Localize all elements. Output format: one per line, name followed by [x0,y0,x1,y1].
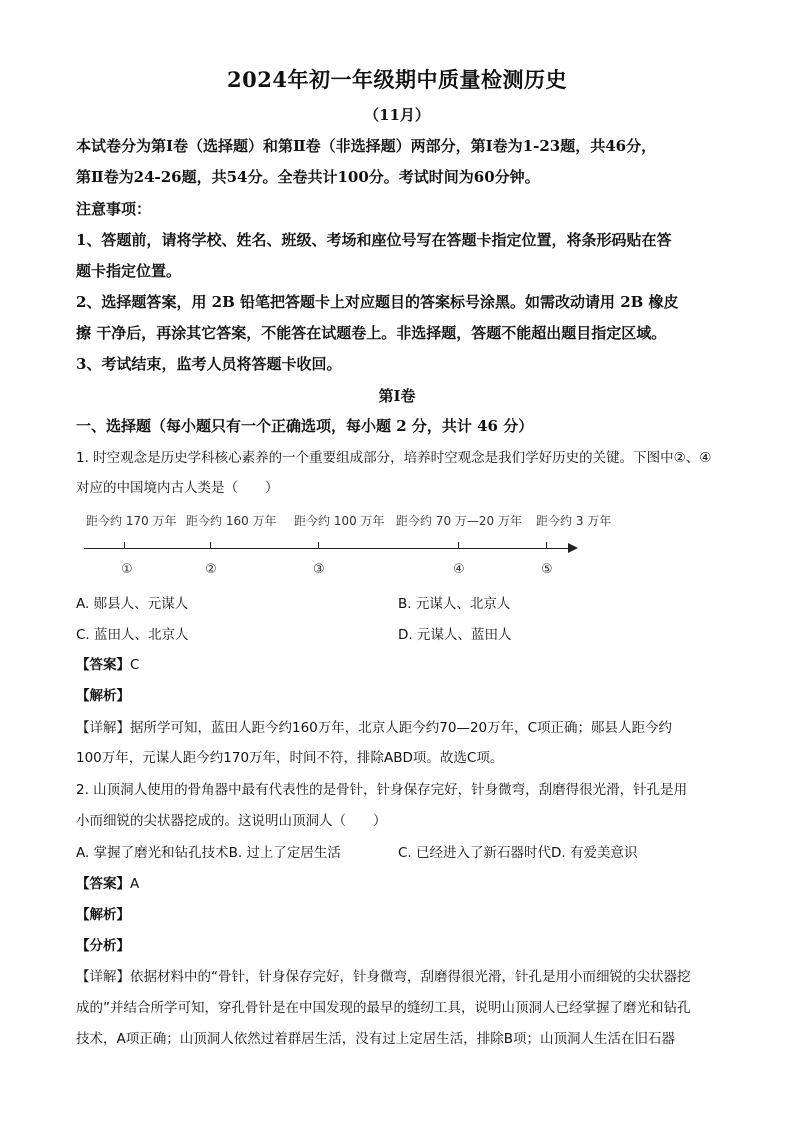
timeline-marker-4: ④ [453,562,465,577]
q1-detail-line-1: 【详解】据所学可知，蓝田人距今约160万年，北京人距今约70—20万年，C项正确；郧县人距今约 [76,720,673,736]
page-title: 2024年初一年级期中质量检测历史 [227,67,567,92]
timeline-marker-2: ② [205,562,217,577]
q1-option-b: B. 元谋人、北京人 [398,596,511,612]
timeline-label-1: 距今约 170 万年 [86,514,177,528]
q2-answer-tag: 【答案】 [76,876,130,892]
q1-answer-value: C [130,657,140,673]
notice-2-line-1: 2、选择题答案，用 2B 铅笔把答题卡上对应题目的答案标号涂黑。如需改动请用 2B 橡皮 [76,293,679,311]
q1-option-a: A. 郧县人、元谋人 [76,596,189,612]
q2-answer-value: A [130,876,140,892]
q2-analysis-tag: 【解析】 [76,907,130,923]
q1-option-c: C. 蓝田人、北京人 [76,627,189,643]
q2-detail-line-2: 成的”并结合所学可知，穿孔骨针是在中国发现的最早的缝纫工具，说明山顶洞人已经掌握了磨光和钻孔 [76,1000,691,1016]
timeline-label-3: 距今约 100 万年 [294,514,385,528]
section-heading: 一、选择题（每小题只有一个正确选项，每小题 2 分，共计 46 分） [76,417,534,435]
q2-summary-tag: 【分析】 [76,938,130,954]
notice-2-line-2: 擦 干净后，再涂其它答案，不能答在试题卷上。非选择题，答题不能超出题目指定区域。 [76,324,667,342]
q2-stem-line-2: 小而细锐的尖状器挖成的。这说明山顶洞人（ ） [76,813,387,829]
timeline-tick-3 [318,542,319,548]
q2-stem-line-1: 2. 山顶洞人使用的骨角器中最有代表性的是骨针，针身保存完好，针身微弯，刮磨得很光滑，针孔是用 [76,782,688,798]
timeline-tick-5 [546,542,547,548]
timeline-label-5: 距今约 3 万年 [536,514,612,528]
notice-1-line-1: 1、答题前，请将学校、姓名、班级、考场和座位号写在答题卡指定位置，将条形码贴在答 [76,231,672,249]
q2-options-cd: C. 已经进入了新石器时代D. 有爱美意识 [398,845,638,861]
q2-options-ab: A. 掌握了磨光和钻孔技术B. 过上了定居生活 [76,845,341,861]
timeline-tick-2 [210,542,211,548]
timeline-arrow-icon [568,543,578,553]
q2-detail-line-3: 技术，A项正确；山顶洞人依然过着群居生活，没有过上定居生活，排除B项；山顶洞人生活在旧石器 [76,1031,675,1047]
notice-3: 3、考试结束，监考人员将答题卡收回。 [76,355,342,373]
intro-line-2: 第Ⅱ卷为24-26题，共54分。全卷共计100分。考试时间为60分钟。 [76,168,540,186]
q1-timeline [76,508,636,584]
timeline-tick-4 [458,542,459,548]
page-subtitle: （11月） [364,106,430,124]
q1-answer [76,655,139,675]
timeline-axis [84,548,570,549]
timeline-label-2: 距今约 160 万年 [186,514,277,528]
q2-detail-line-1: 【详解】依据材料中的“骨针，针身保存完好，针身微弯，刮磨得很光滑，针孔是用小而细锐的尖状器挖 [76,969,691,985]
timeline-tick-1 [124,542,125,548]
q1-detail-line-2: 100万年，元谋人距今约170万年，时间不符，排除ABD项。故选C项。 [76,750,504,766]
timeline-marker-1: ① [121,562,133,577]
timeline-marker-5: ⑤ [541,562,553,577]
intro-line-1: 本试卷分为第Ⅰ卷（选择题）和第Ⅱ卷（非选择题）两部分，第Ⅰ卷为1-23题，共46分， [76,137,657,155]
part-title: 第Ⅰ卷 [378,387,416,405]
q1-answer-tag: 【答案】 [76,657,130,673]
q2-answer [76,874,139,894]
q1-analysis-tag: 【解析】 [76,688,130,704]
notice-title: 注意事项： [76,200,152,218]
timeline-marker-3: ③ [313,562,325,577]
q1-stem-line-1: 1. 时空观念是历史学科核心素养的一个重要组成部分，培养时空观念是我们学好历史的关键。下图中②、④ [76,450,712,466]
timeline-label-4: 距今约 70 万—20 万年 [396,514,522,528]
q1-stem-line-2: 对应的中国境内古人类是（ ） [76,480,279,496]
notice-1-line-2: 题卡指定位置。 [76,262,182,280]
q1-option-d: D. 元谋人、蓝田人 [398,627,512,643]
